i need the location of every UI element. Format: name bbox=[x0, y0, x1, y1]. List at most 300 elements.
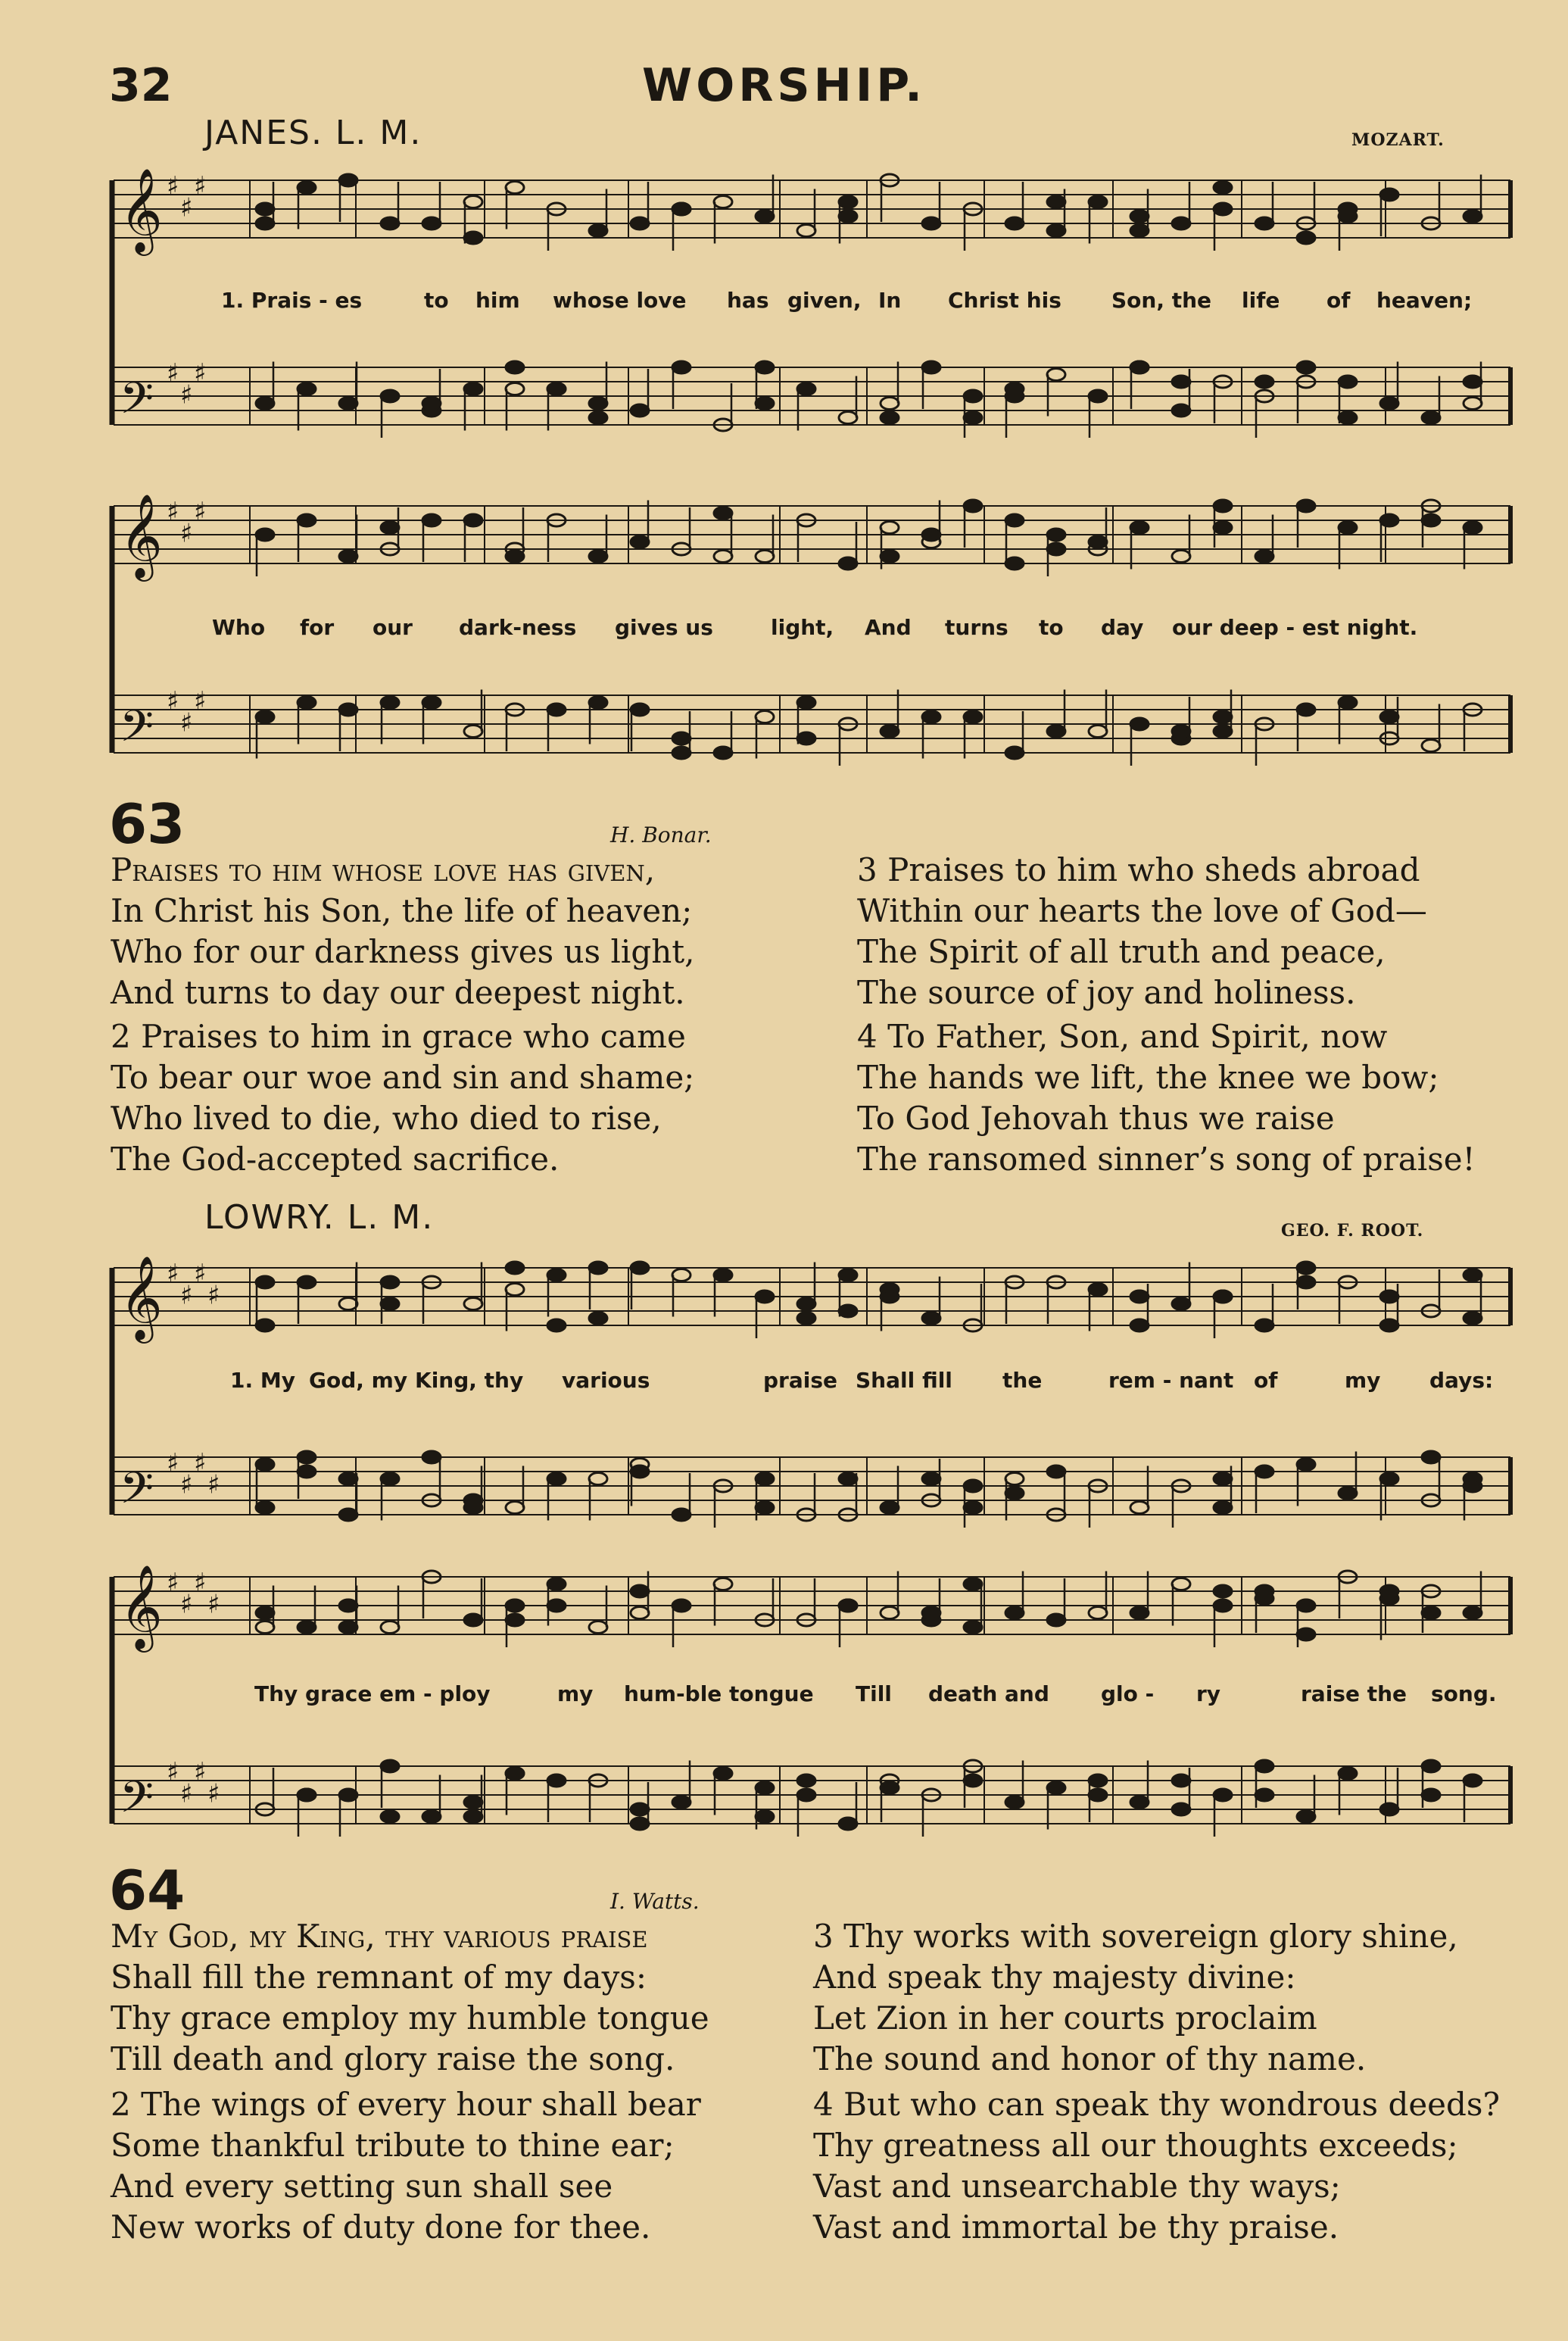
notehead bbox=[881, 1291, 899, 1303]
notehead bbox=[839, 557, 857, 570]
notehead bbox=[1339, 376, 1357, 388]
sharp-sign: ♯ bbox=[180, 192, 193, 223]
notehead bbox=[839, 196, 857, 208]
stanza-64-4 bbox=[813, 2084, 1500, 2248]
sharp-sign: ♯ bbox=[167, 1259, 179, 1289]
notehead bbox=[1297, 500, 1315, 512]
notehead bbox=[1464, 376, 1482, 388]
notehead bbox=[1130, 211, 1149, 223]
underlay-63-line1 bbox=[0, 288, 1568, 315]
sharp-sign: ♯ bbox=[180, 1469, 193, 1500]
sharp-sign: ♯ bbox=[194, 1448, 207, 1478]
notehead bbox=[1214, 500, 1232, 512]
notehead bbox=[1464, 522, 1482, 534]
notehead bbox=[589, 1622, 607, 1634]
syllable: light, bbox=[771, 615, 834, 640]
notehead bbox=[672, 747, 690, 759]
syllable: rem - nant bbox=[1108, 1368, 1234, 1393]
notehead bbox=[1047, 1614, 1065, 1626]
stanza-line: Who lived to die, who died to rise, bbox=[111, 1100, 662, 1137]
notehead bbox=[1422, 1789, 1440, 1801]
stanza-line: Vast and immortal be thy praise. bbox=[813, 2208, 1339, 2246]
notehead bbox=[1130, 718, 1149, 730]
notehead bbox=[1255, 1319, 1273, 1331]
notehead bbox=[422, 514, 441, 526]
sharp-sign: ♯ bbox=[194, 686, 207, 716]
notehead bbox=[1005, 1473, 1024, 1485]
syllable: our deep - est night. bbox=[1172, 615, 1418, 640]
syllable: the bbox=[1002, 1368, 1043, 1393]
notehead bbox=[1422, 740, 1440, 752]
syllable: Thy grace em - ploy bbox=[254, 1681, 491, 1706]
notehead bbox=[839, 1269, 857, 1281]
notehead bbox=[1255, 376, 1273, 388]
notehead bbox=[1255, 1760, 1273, 1772]
stanza-63-3 bbox=[857, 850, 1427, 1013]
notehead bbox=[631, 1818, 649, 1830]
underlay-63-line2 bbox=[0, 615, 1568, 642]
stanza-line: 4 But who can speak thy wondrous deeds? bbox=[813, 2086, 1500, 2123]
syllable: King, thy bbox=[415, 1368, 524, 1393]
notehead bbox=[464, 1796, 482, 1809]
notehead bbox=[1297, 1459, 1315, 1471]
notehead bbox=[1172, 1578, 1190, 1590]
notehead bbox=[797, 1789, 815, 1801]
notehead bbox=[797, 697, 815, 709]
notehead bbox=[1047, 196, 1065, 208]
notehead bbox=[339, 1473, 357, 1485]
notehead bbox=[839, 1600, 857, 1612]
notehead bbox=[547, 1578, 566, 1590]
notehead bbox=[1089, 536, 1107, 548]
notehead bbox=[1297, 232, 1315, 244]
notehead bbox=[881, 412, 899, 424]
treble-clef: 𝄞 bbox=[120, 1255, 163, 1340]
notehead bbox=[1297, 704, 1315, 716]
treble-clef: 𝄞 bbox=[120, 493, 163, 578]
syllable: to bbox=[424, 288, 449, 313]
notehead bbox=[256, 711, 274, 723]
notehead bbox=[381, 1811, 399, 1823]
stanza-line: Shall fill the remnant of my days: bbox=[111, 1959, 647, 1996]
stanza-line: The Spirit of all truth and peace, bbox=[857, 933, 1386, 970]
composer-mozart: MOZART. bbox=[1351, 130, 1445, 150]
stanza-63-2 bbox=[111, 1016, 694, 1180]
notehead bbox=[756, 361, 774, 373]
tune-name-janes: JANES. L. M. bbox=[204, 114, 422, 152]
notehead bbox=[1089, 390, 1107, 402]
sharp-sign: ♯ bbox=[167, 686, 179, 716]
notehead bbox=[964, 412, 982, 424]
notehead bbox=[506, 1600, 524, 1612]
notehead bbox=[1130, 1319, 1149, 1331]
syllable: life bbox=[1242, 288, 1280, 313]
syllable: gives us bbox=[615, 615, 713, 640]
syllable: dark-ness bbox=[459, 615, 577, 640]
stanza-63-4 bbox=[857, 1016, 1476, 1180]
notehead bbox=[1089, 1284, 1107, 1296]
notehead bbox=[506, 182, 524, 194]
hymn-number-63: 63 bbox=[109, 792, 185, 856]
notehead bbox=[589, 551, 607, 563]
notehead bbox=[756, 211, 774, 223]
notehead bbox=[631, 1465, 649, 1478]
notehead bbox=[381, 1276, 399, 1288]
notehead bbox=[964, 711, 982, 723]
notehead bbox=[1255, 551, 1273, 563]
notehead bbox=[1464, 1607, 1482, 1619]
sharp-sign: ♯ bbox=[167, 358, 179, 389]
notehead bbox=[1130, 1796, 1149, 1809]
sharp-sign: ♯ bbox=[180, 518, 193, 549]
notehead bbox=[339, 1622, 357, 1634]
notehead bbox=[1339, 412, 1357, 424]
bass-clef: 𝄢 bbox=[120, 701, 154, 763]
author-bonar: H. Bonar. bbox=[610, 822, 712, 847]
notehead bbox=[756, 1811, 774, 1823]
stanza-64-2 bbox=[111, 2084, 701, 2248]
notehead bbox=[881, 1607, 899, 1619]
syllable: praise bbox=[763, 1368, 837, 1393]
notehead bbox=[506, 551, 524, 563]
notehead bbox=[339, 174, 357, 186]
notehead bbox=[1380, 1585, 1398, 1597]
notehead bbox=[1214, 522, 1232, 534]
syllable: God, my bbox=[309, 1368, 408, 1393]
notehead bbox=[1464, 211, 1482, 223]
syllable: death and bbox=[928, 1681, 1049, 1706]
notehead bbox=[797, 732, 815, 744]
notehead bbox=[1172, 1803, 1190, 1815]
notehead bbox=[756, 711, 774, 723]
notehead bbox=[1214, 1473, 1232, 1485]
notehead bbox=[964, 1622, 982, 1634]
notehead bbox=[339, 398, 357, 410]
sharp-sign: ♯ bbox=[207, 1778, 220, 1809]
notehead bbox=[339, 1509, 357, 1521]
notehead bbox=[464, 1811, 482, 1823]
bass-clef: 𝄢 bbox=[120, 1462, 154, 1525]
notehead bbox=[547, 383, 566, 395]
notehead bbox=[381, 697, 399, 709]
notehead bbox=[256, 1622, 274, 1634]
notehead bbox=[1047, 529, 1065, 541]
notehead bbox=[464, 383, 482, 395]
notehead bbox=[1172, 376, 1190, 388]
notehead bbox=[506, 383, 524, 395]
sharp-sign: ♯ bbox=[194, 497, 207, 527]
notehead bbox=[631, 217, 649, 229]
notehead bbox=[256, 1276, 274, 1288]
tune-name-lowry: LOWRY. L. M. bbox=[204, 1198, 435, 1237]
notehead bbox=[1255, 1465, 1273, 1478]
syllable: given, bbox=[787, 288, 862, 313]
notehead bbox=[881, 551, 899, 563]
notehead bbox=[298, 514, 316, 526]
notehead bbox=[1464, 1480, 1482, 1492]
notehead bbox=[422, 697, 441, 709]
stanza-line: Who for our darkness gives us light, bbox=[111, 933, 695, 970]
notehead bbox=[1339, 1487, 1357, 1500]
notehead bbox=[1047, 369, 1065, 381]
syllable: song. bbox=[1431, 1681, 1497, 1706]
notehead bbox=[1380, 1803, 1398, 1815]
syllable: my bbox=[1345, 1368, 1381, 1393]
notehead bbox=[756, 551, 774, 563]
sharp-sign: ♯ bbox=[194, 1757, 207, 1787]
stanza-line: Vast and unsearchable thy ways; bbox=[813, 2168, 1341, 2205]
syllable: our bbox=[373, 615, 413, 640]
stanza-line: And turns to day our deepest night. bbox=[111, 974, 685, 1011]
stanza-line: The God-accepted sacrifice. bbox=[111, 1141, 560, 1178]
notehead bbox=[1464, 1313, 1482, 1325]
stanza-line: The hands we lift, the knee we bow; bbox=[857, 1059, 1439, 1096]
notehead bbox=[922, 711, 940, 723]
notehead bbox=[547, 1473, 566, 1485]
notehead bbox=[1464, 1269, 1482, 1281]
notehead bbox=[1005, 1796, 1024, 1809]
notehead bbox=[1047, 543, 1065, 555]
syllable: to bbox=[1039, 615, 1064, 640]
notehead bbox=[256, 217, 274, 229]
syllable: raise the bbox=[1301, 1681, 1407, 1706]
notehead bbox=[756, 1291, 774, 1303]
notehead bbox=[298, 1622, 316, 1634]
notehead bbox=[1297, 1600, 1315, 1612]
sharp-sign: ♯ bbox=[167, 1757, 179, 1787]
syllable: day bbox=[1101, 615, 1144, 640]
notehead bbox=[1005, 383, 1024, 395]
notehead bbox=[631, 404, 649, 417]
notehead bbox=[1172, 551, 1190, 563]
syllable: 1. My bbox=[230, 1368, 295, 1393]
syllable: ry bbox=[1196, 1681, 1221, 1706]
notehead bbox=[256, 529, 274, 541]
notehead bbox=[839, 1473, 857, 1485]
notehead bbox=[1089, 1607, 1107, 1619]
syllable: of bbox=[1326, 288, 1351, 313]
notehead bbox=[714, 1768, 732, 1780]
notehead bbox=[1089, 196, 1107, 208]
notehead bbox=[506, 1502, 524, 1514]
syllable: whose love bbox=[553, 288, 687, 313]
syllable: him bbox=[475, 288, 520, 313]
notehead bbox=[1214, 203, 1232, 215]
stanza-line: Some thankful tribute to thine ear; bbox=[111, 2127, 675, 2164]
notehead bbox=[1214, 1585, 1232, 1597]
notehead bbox=[1297, 1262, 1315, 1274]
stanza-line: To God Jehovah thus we raise bbox=[857, 1100, 1335, 1137]
notehead bbox=[1380, 711, 1398, 723]
notehead bbox=[631, 1262, 649, 1274]
notehead bbox=[1214, 1600, 1232, 1612]
notehead bbox=[1380, 189, 1398, 201]
notehead bbox=[756, 1473, 774, 1485]
notehead bbox=[631, 1607, 649, 1619]
notehead bbox=[672, 203, 690, 215]
notehead bbox=[256, 1459, 274, 1471]
notehead bbox=[1089, 726, 1107, 738]
notehead bbox=[1005, 217, 1024, 229]
notehead bbox=[589, 412, 607, 424]
notehead bbox=[589, 398, 607, 410]
notehead bbox=[1297, 1628, 1315, 1640]
notehead bbox=[714, 1269, 732, 1281]
notehead bbox=[631, 704, 649, 716]
sharp-sign: ♯ bbox=[180, 379, 193, 410]
notehead bbox=[1380, 1291, 1398, 1303]
notehead bbox=[464, 1298, 482, 1310]
notehead bbox=[506, 361, 524, 373]
stanza-line: 2 The wings of every hour shall bear bbox=[111, 2086, 701, 2123]
notehead bbox=[1214, 726, 1232, 738]
notehead bbox=[381, 1622, 399, 1634]
notehead bbox=[714, 507, 732, 520]
sharp-sign: ♯ bbox=[167, 1448, 179, 1478]
notehead bbox=[464, 1614, 482, 1626]
notehead bbox=[506, 1768, 524, 1780]
stanza-line: Thy grace employ my humble tongue bbox=[111, 1999, 709, 2037]
syllable: days: bbox=[1429, 1368, 1494, 1393]
notehead bbox=[256, 203, 274, 215]
notehead bbox=[256, 1319, 274, 1331]
notehead bbox=[672, 732, 690, 744]
notehead bbox=[422, 1811, 441, 1823]
notehead bbox=[922, 1607, 940, 1619]
notehead bbox=[714, 551, 732, 563]
stanza-line: Let Zion in her courts proclaim bbox=[813, 1999, 1317, 2037]
notehead bbox=[631, 1585, 649, 1597]
notehead bbox=[1339, 1768, 1357, 1780]
stanza-line: Thy greatness all our thoughts exceeds; bbox=[813, 2127, 1458, 2164]
notehead bbox=[1130, 225, 1149, 237]
notehead bbox=[881, 1502, 899, 1514]
syllable: Christ his bbox=[948, 288, 1061, 313]
syllable: Son, the bbox=[1111, 288, 1212, 313]
stanza-line: To bear our woe and sin and shame; bbox=[111, 1059, 695, 1096]
notehead bbox=[1297, 361, 1315, 373]
notehead bbox=[589, 1262, 607, 1274]
stanza-line: The source of joy and holiness. bbox=[857, 974, 1356, 1011]
bass-clef: 𝄢 bbox=[120, 1771, 154, 1834]
stanza-line: 3 Thy works with sovereign glory shine, bbox=[813, 1918, 1458, 1955]
notehead bbox=[714, 196, 732, 208]
notehead bbox=[1005, 1487, 1024, 1500]
notehead bbox=[1297, 1811, 1315, 1823]
notehead bbox=[1214, 711, 1232, 723]
notehead bbox=[672, 1796, 690, 1809]
stanza-line: New works of duty done for thee. bbox=[111, 2208, 651, 2246]
notehead bbox=[589, 1473, 607, 1485]
notehead bbox=[672, 1600, 690, 1612]
notehead bbox=[1422, 412, 1440, 424]
underlay-64-line2 bbox=[0, 1681, 1568, 1709]
treble-clef: 𝄞 bbox=[120, 1564, 163, 1649]
sharp-sign: ♯ bbox=[207, 1589, 220, 1620]
notehead bbox=[547, 1774, 566, 1787]
syllable: Till bbox=[856, 1681, 892, 1706]
stanza-line: Within our hearts the love of God— bbox=[857, 892, 1427, 929]
notehead bbox=[922, 529, 940, 541]
notehead bbox=[256, 1502, 274, 1514]
syllable: hum-ble tongue bbox=[624, 1681, 814, 1706]
notehead bbox=[298, 1451, 316, 1463]
notehead bbox=[381, 217, 399, 229]
notehead bbox=[464, 726, 482, 738]
notehead bbox=[506, 1614, 524, 1626]
notehead bbox=[1005, 514, 1024, 526]
author-watts: I. Watts. bbox=[610, 1889, 700, 1914]
notehead bbox=[298, 1465, 316, 1478]
notehead bbox=[1089, 1774, 1107, 1787]
sharp-sign: ♯ bbox=[167, 1568, 179, 1598]
composer-root: GEO. F. ROOT. bbox=[1281, 1221, 1424, 1241]
stanza-line: Praises to him whose love has given, bbox=[111, 851, 656, 888]
notehead bbox=[1380, 1319, 1398, 1331]
stanza-line: The ransomed sinner’s song of praise! bbox=[857, 1141, 1476, 1178]
sharp-sign: ♯ bbox=[180, 1778, 193, 1809]
page-number: 32 bbox=[109, 59, 173, 112]
notehead bbox=[964, 390, 982, 402]
notehead bbox=[381, 390, 399, 402]
notehead bbox=[1339, 697, 1357, 709]
notehead bbox=[672, 1269, 690, 1281]
syllable: various bbox=[562, 1368, 650, 1393]
running-head: WORSHIP. bbox=[642, 59, 926, 112]
notehead bbox=[381, 522, 399, 534]
notehead bbox=[589, 697, 607, 709]
sharp-sign: ♯ bbox=[194, 358, 207, 389]
notehead bbox=[464, 1494, 482, 1506]
notehead bbox=[464, 514, 482, 526]
notehead bbox=[1089, 1789, 1107, 1801]
syllable: my bbox=[557, 1681, 594, 1706]
notehead bbox=[839, 412, 857, 424]
notehead bbox=[881, 726, 899, 738]
notehead bbox=[1255, 1593, 1273, 1605]
syllable: has bbox=[727, 288, 769, 313]
notehead bbox=[922, 1313, 940, 1325]
sharp-sign: ♯ bbox=[207, 1469, 220, 1500]
notehead bbox=[714, 1578, 732, 1590]
notehead bbox=[1172, 404, 1190, 417]
notehead bbox=[881, 1782, 899, 1794]
notehead bbox=[631, 1803, 649, 1815]
notehead bbox=[1130, 1607, 1149, 1619]
notehead bbox=[1464, 1774, 1482, 1787]
notehead bbox=[1005, 1607, 1024, 1619]
notehead bbox=[1255, 1789, 1273, 1801]
notehead bbox=[422, 1451, 441, 1463]
notehead bbox=[964, 1480, 982, 1492]
notehead bbox=[797, 1313, 815, 1325]
notehead bbox=[339, 1789, 357, 1801]
stanza-line: 3 Praises to him who sheds abroad bbox=[857, 851, 1420, 888]
notehead bbox=[1214, 1502, 1232, 1514]
treble-clef: 𝄞 bbox=[120, 167, 163, 252]
notehead bbox=[1214, 182, 1232, 194]
notehead bbox=[1130, 1291, 1149, 1303]
notehead bbox=[1047, 726, 1065, 738]
notehead bbox=[1130, 361, 1149, 373]
notehead bbox=[797, 1298, 815, 1310]
notehead bbox=[339, 1298, 357, 1310]
notehead bbox=[1297, 1276, 1315, 1288]
syllable: for bbox=[300, 615, 335, 640]
sharp-sign: ♯ bbox=[167, 497, 179, 527]
notehead bbox=[1339, 522, 1357, 534]
stanza-line: In Christ his Son, the life of heaven; bbox=[111, 892, 693, 929]
